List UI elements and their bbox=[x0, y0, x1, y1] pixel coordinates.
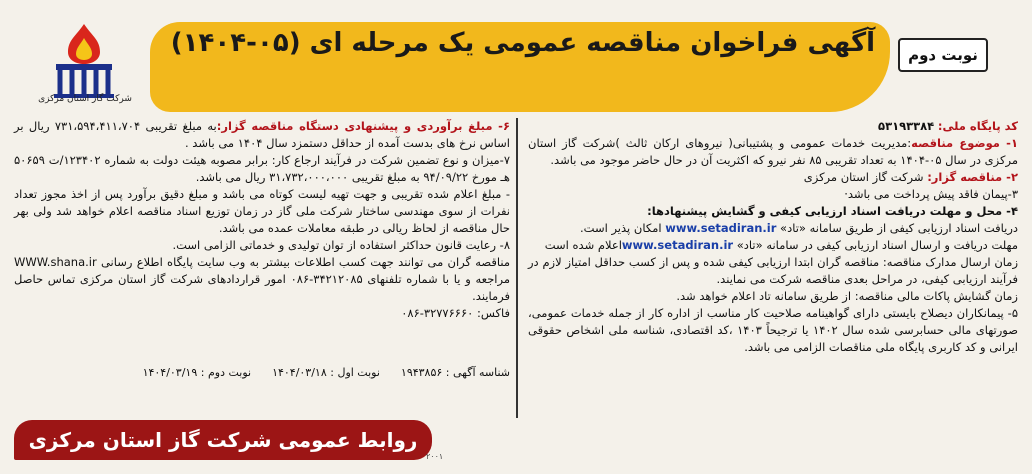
column-divider bbox=[516, 118, 518, 418]
item-2-label: ۲- مناقصه گزار: bbox=[927, 170, 1018, 184]
item-7-note: - مبلغ اعلام شده تقریبی و جهت تهیه لیست کوتاه می باشد و مبلغ دقیق برآورد پس از اخذ مجوز تعداد نفرات از سوی مهندسی ساختار شرکت ملی گاز در زمان توزیع اسناد مناقصه اعلام خواهد شد ولی بهر حال مناقصه از لحاظ ریالی در طبقه معاملات عمده می باشد. bbox=[14, 187, 510, 235]
item-4: ۴- محل و مهلت دریافت اسناد ارزیابی کیفی و گشایش پیشنهادها: bbox=[647, 204, 1018, 218]
item-1-label: ۱- موضوع مناقصه bbox=[911, 136, 1018, 150]
item-6-text: به مبلغ تقریبی ۷۳۱،۵۹۴،۴۱۱،۷۰۴ ریال بر اساس نرخ های بدست آمده از حداقل دستمزد سال ۱۴۰۴ می باشد . bbox=[14, 119, 510, 150]
item-2-text: شرکت گاز استان مرکزی bbox=[803, 170, 928, 184]
contact-info: مناقصه گران می توانند جهت کسب اطلاعات بیشتر به وب سایت پایگاه اطلاع رسانی WWW.shana.ir مراجعه و یا با شماره تلفنهای ۳۴۲۱۲۰۸۵-۰۸۶ امور قراردادهای شرکت گاز استان مرکزی تماس حاصل فرمایند. bbox=[14, 255, 511, 303]
national-code-label: کد پایگاه ملی: bbox=[937, 119, 1018, 133]
setad-link-a[interactable]: www.setadiran.ir bbox=[665, 221, 777, 235]
left-column bbox=[14, 118, 510, 322]
item-5: ۵- پیمانکاران دیصلاح بایستی دارای گواهینامه صلاحیت کار مناسب از اداره کار از جمله خدمات عمومی، صورتهای مالی حسابرسی شده سال ۱۴۰۲ یا ترجیحاً ۱۴۰۳ ،کد اقتصادی، شناسه ملی اشخاص حقوقی ایرانی و کد کاربری پایگاه ملی مناقصات الزامی می باشد. bbox=[528, 306, 1018, 354]
publication-info bbox=[40, 366, 510, 379]
item-8: ۸- رعایت قانون حداکثر استفاده از توان تولیدی و خدماتی الزامی است. bbox=[172, 238, 510, 252]
item-6 bbox=[14, 118, 510, 152]
setad-line-a bbox=[528, 220, 1018, 237]
setad-line-a-post: امکان پذیر است. bbox=[580, 221, 666, 235]
nobat-badge: نوبت دوم bbox=[898, 38, 988, 72]
item-1 bbox=[528, 135, 1018, 169]
logo-caption: شرکت گاز استان مرکزی bbox=[38, 94, 132, 104]
second-publication: نوبت دوم : ۱۴۰۴/۰۳/۱۹ bbox=[142, 366, 252, 379]
setad-line-b bbox=[528, 237, 1018, 254]
opening-time-line: زمان گشایش پاکات مالی مناقصه: از طریق سامانه تاد اعلام خواهد شد. bbox=[676, 289, 1018, 303]
ad-id: شناسه آگهی : ۱۹۴۳۸۵۶ bbox=[400, 366, 510, 379]
page-number: ۲۰۰۱ bbox=[426, 452, 444, 461]
item-2 bbox=[528, 169, 1018, 186]
submission-time-line: زمان ارسال مدارک مناقصه: مناقصه گران ابتدا ارزیابی کیفی شده و پس از کسب حداقل امتیاز لازم در فرآیند ارزیابی کیفی، در مراحل بعدی مناقصه شرکت می نمایند. bbox=[528, 255, 1018, 286]
national-code-value: ۵۳۱۹۳۳۸۴ bbox=[878, 119, 935, 133]
page-title: آگهی فراخوان مناقصه عمومی یک مرحله ای (۰۵-۱۴۰۴) bbox=[170, 28, 875, 58]
item-7: ۷-میزان و نوع تضمین شرکت در فرآیند ارجاع کار: برابر مصوبه هیئت دولت به شماره ۱۲۳۴۰۲/ت ۵۰۶۵۹ هـ مورخ ۹۴/۰۹/۲۲ به مبلغ تقریبی ۳۱،۷۳۲،۰۰۰،۰۰۰ ریال می باشد. bbox=[14, 153, 510, 184]
setad-link-b[interactable]: www.setadiran.ir bbox=[621, 238, 734, 252]
fax-line: فاکس: ۳۲۷۷۶۶۶۰-۰۸۶ bbox=[401, 306, 510, 320]
item-3: ۳-پیمان فاقد پیش پرداخت می باشد· bbox=[844, 187, 1018, 201]
first-publication: نوبت اول : ۱۴۰۴/۰۳/۱۸ bbox=[272, 366, 380, 379]
item-1-text: :مدیریت خدمات عمومی و پشتیبانی( نیروهای ارکان ثالث )شرکت گاز استان مرکزی در سال ۰۵-۱۴۰۴ به تعداد تقریبی ۸۵ نفر نیرو که اکثریت آن در حال حاضر موجود می باشد. bbox=[528, 136, 1018, 167]
national-code-line bbox=[528, 118, 1018, 135]
public-relations-signature: روابط عمومی شرکت گاز استان مرکزی bbox=[28, 428, 418, 452]
setad-line-b-pre: مهلت دریافت و ارسال اسناد ارزیابی کیفی در سامانه «تاد» bbox=[733, 238, 1018, 252]
right-column bbox=[528, 118, 1018, 356]
item-6-label: ۶- مبلغ برآوردی و پیشنهادی دستگاه مناقصه گزار: bbox=[216, 119, 510, 133]
setad-line-b-post: اعلام شده است bbox=[544, 238, 622, 252]
setad-line-a-pre: دریافت اسناد ارزیابی کیفی از طریق سامانه «تاد» bbox=[776, 221, 1018, 235]
